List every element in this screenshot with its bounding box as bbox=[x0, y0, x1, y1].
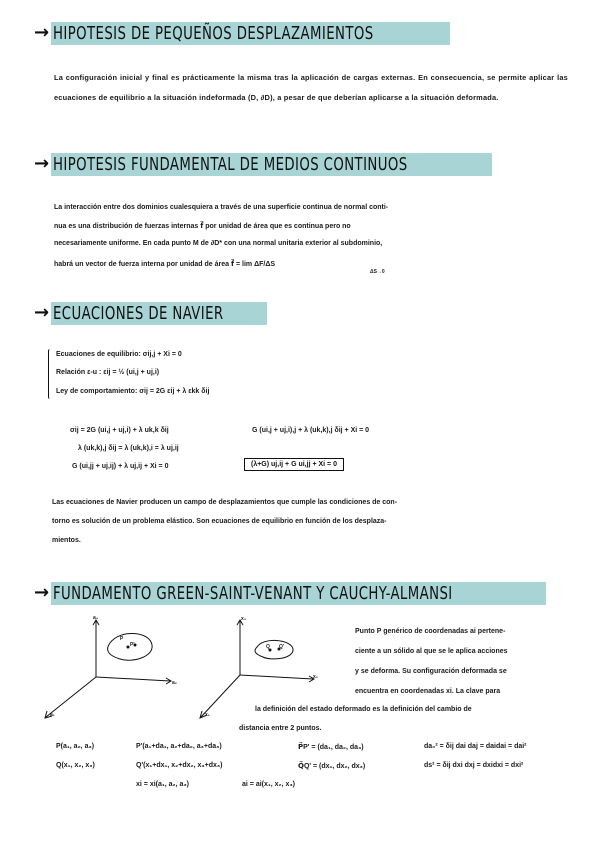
point-label: P bbox=[120, 636, 124, 642]
coordinate-equation: Q'(x₁+dx₁, x₂+dx₂, x₃+dx₃) bbox=[136, 762, 223, 769]
paragraph-2-line: La interacción entre dos dominios cualesquiera a través de una superficie continua de normal conti- bbox=[54, 204, 389, 211]
heading-title: FUNDAMENTO GREEN-SAINT-VENANT Y CAUCHY-ALMANSI bbox=[53, 583, 453, 604]
reference-axes-left bbox=[40, 615, 200, 725]
axis-label: x₂ bbox=[313, 674, 319, 680]
point-label: P' bbox=[130, 642, 135, 648]
section-heading-3 bbox=[34, 302, 267, 324]
arrow-right-icon: → bbox=[34, 22, 50, 43]
side-text-line: ciente a un sólido al que se le aplica acciones bbox=[355, 648, 508, 655]
heading-highlight bbox=[51, 22, 450, 45]
heading-highlight bbox=[51, 582, 546, 605]
derivation-equation: λ (uk,k),j δij = λ (uk,k),i = λ uj,ij bbox=[78, 445, 179, 452]
paragraph-4-line: la definición del estado deformado es la definición del cambio de bbox=[255, 706, 472, 713]
system-equation: Ley de comportamiento: σij = 2G εij + λ εkk δij bbox=[56, 388, 210, 395]
point-label: Q bbox=[266, 644, 270, 650]
heading-title: ECUACIONES DE NAVIER bbox=[53, 303, 224, 324]
paragraph-3-line: torno es solución de un problema elástico. Son ecuaciones de equilibrio en función de los desplaza- bbox=[52, 518, 387, 525]
heading-title: HIPOTESIS DE PEQUEÑOS DESPLAZAMIENTOS bbox=[53, 23, 374, 44]
system-equation: Relación ε-u : εij = ½ (ui,j + uj,i) bbox=[56, 369, 160, 376]
axis-label: a₂ bbox=[172, 680, 178, 686]
arrow-right-icon: → bbox=[34, 582, 50, 603]
axis-label: a₃ bbox=[93, 615, 99, 621]
coordinate-equation: P(a₁, a₂, a₃) bbox=[56, 743, 95, 750]
derivation-equation: σij = 2G (ui,j + uj,i) + λ uk,k δij bbox=[70, 427, 169, 434]
paragraph-2-line: necesariamente uniforme. En cada punto M de ∂D* con una normal unitaria exterior al subdominio, bbox=[54, 240, 383, 247]
heading-title: HIPOTESIS FUNDAMENTAL DE MEDIOS CONTINUOS bbox=[53, 154, 408, 175]
arrow-right-icon: → bbox=[34, 302, 50, 323]
paragraph-3-line: Las ecuaciones de Navier producen un campo de desplazamientos que cumple las condiciones de con- bbox=[52, 499, 398, 506]
navier-boxed-equation: (λ+G) uj,ij + G ui,jj + Xi = 0 bbox=[244, 458, 344, 471]
side-text-line: encuentra en coordenadas xi. La clave para bbox=[355, 688, 501, 695]
arrow-right-icon: → bbox=[34, 153, 50, 174]
coordinate-equation: Q(x₁, x₂, x₃) bbox=[56, 762, 95, 769]
paragraph-4-line: distancia entre 2 puntos. bbox=[239, 725, 322, 732]
coordinate-equation: ds² = δij dxi dxj = dxidxi = dxi² bbox=[424, 762, 524, 769]
paragraph-2-line: nua es una distribución de fuerzas internas f⃗ por unidad de área que es continua pero no bbox=[54, 223, 351, 230]
paragraph-1: La configuración inicial y final es prácticamente la misma tras la aplicación de cargas externas. En consecuencia, se permite aplicar las ecuaciones de equilibrio a la situación indeformada (D, ∂D), a pesar de que deberían aplicarse a la situación deformada. bbox=[54, 73, 568, 102]
system-brace bbox=[48, 349, 53, 399]
point-label: Q' bbox=[279, 644, 285, 650]
coordinate-equation: P⃗P' = (da₁, da₂, da₃) bbox=[298, 744, 364, 751]
coordinate-equation: P'(a₁+da₁, a₂+da₂, a₃+da₃) bbox=[136, 743, 222, 750]
axis-label: x₃ bbox=[241, 616, 247, 622]
paragraph-3-line: mientos. bbox=[52, 537, 81, 544]
coordinate-equation: Q⃗Q' = (dx₁, dx₂, dx₃) bbox=[298, 763, 366, 770]
section-heading-4 bbox=[34, 582, 546, 604]
section-heading-1 bbox=[34, 22, 450, 44]
coordinate-equation: da₀² = δij dai daj = daidai = dai² bbox=[424, 743, 527, 750]
paragraph-2-line: habrá un vector de fuerza interna por unidad de área f⃗ = lim ΔF/ΔS bbox=[54, 261, 276, 268]
section-heading-2 bbox=[34, 153, 492, 175]
side-text-line: Punto P genérico de coordenadas ai pertene- bbox=[355, 628, 506, 635]
coordinate-equation: xi = xi(a₁, a₂, a₃) bbox=[136, 781, 190, 788]
system-equation: Ecuaciones de equilibrio: σij,j + Xi = 0 bbox=[56, 351, 182, 358]
coordinate-equation: ai = ai(x₁, x₂, x₃) bbox=[242, 781, 296, 788]
limit-subscript: ΔS→0 bbox=[370, 269, 385, 275]
derivation-equation: G (ui,jj + uj,ij) + λ uj,ij + Xi = 0 bbox=[72, 463, 169, 470]
side-text-line: y se deforma. Su configuración deformada se bbox=[355, 668, 507, 675]
derivation-equation: G (ui,j + uj,i),j + λ (uk,k),j δij + Xi = 0 bbox=[252, 427, 370, 434]
heading-highlight bbox=[51, 153, 491, 176]
axis-label: x₁ bbox=[205, 712, 210, 718]
heading-highlight bbox=[51, 302, 267, 325]
axis-label: a₁ bbox=[50, 712, 55, 718]
